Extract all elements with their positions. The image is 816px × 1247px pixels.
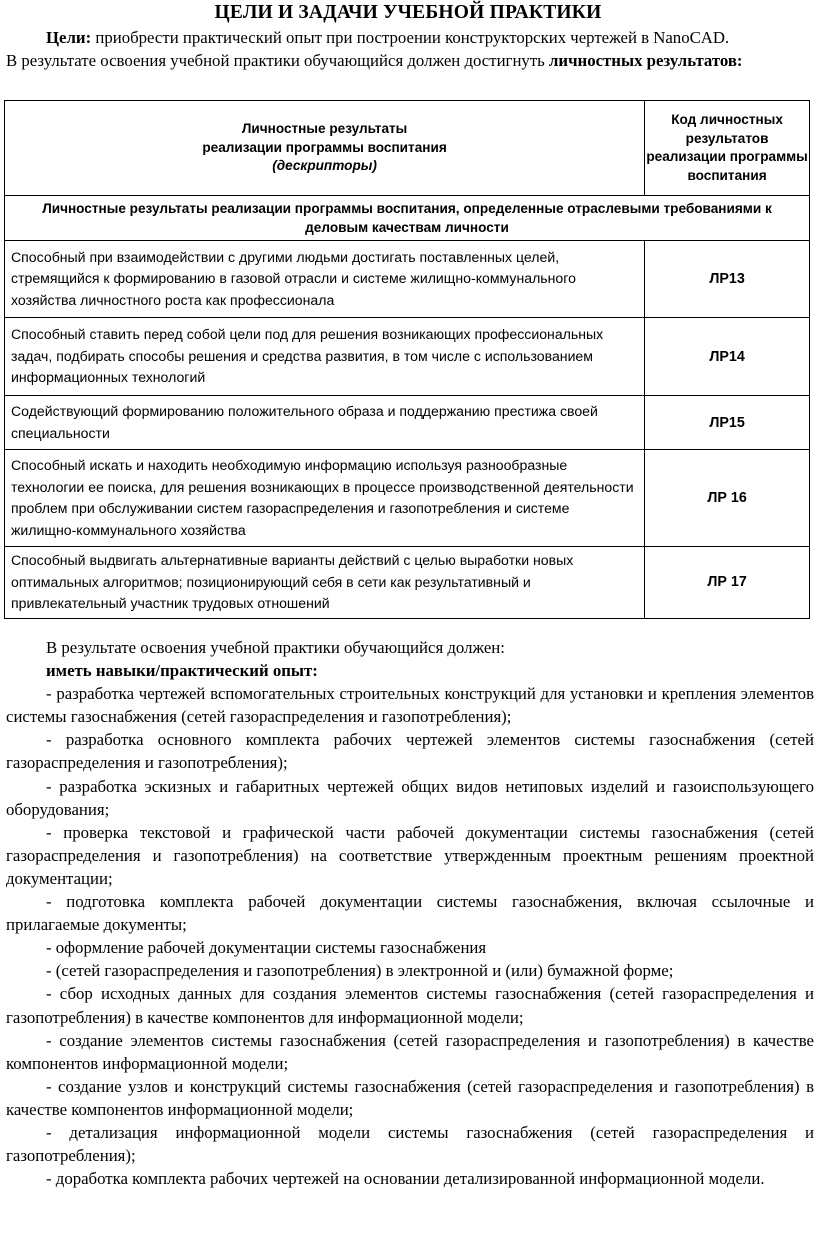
page-title: ЦЕЛИ И ЗАДАЧИ УЧЕБНОЙ ПРАКТИКИ (214, 2, 602, 23)
list-item: - разработка основного комплекта рабочих чертежей элементов системы газоснабжения (сетей газораспределения и газопотребления); (6, 730, 814, 773)
table-row (5, 241, 810, 318)
list-item: - проверка текстовой и графической части рабочей документации системы газоснабжения (сетей газораспределения и газопотребления) на соответствие утвержденным проектным решениям проектной документации; (6, 822, 814, 888)
list-item: - разработка чертежей вспомогательных строительных конструкций для установки и крепления элементов системы газоснабжения (сетей газораспределения и газопотребления); (6, 684, 814, 727)
header-left-line1: Личностные результаты (241, 121, 408, 137)
table-row (5, 396, 810, 450)
intro-text: В результате освоения учебной практики обучающийся должен достигнуть (6, 51, 549, 70)
list-item: - создание узлов и конструкций системы газоснабжения (сетей газораспределения и газопотребления) в качестве компонентов информационной модели; (6, 1076, 814, 1119)
header-left-line3: (дескрипторы) (272, 158, 377, 174)
intro-block (6, 26, 814, 72)
row-code: ЛР 16 (645, 450, 810, 547)
list-item: - (сетей газораспределения и газопотребления) в электронной и (или) бумажной форме; (46, 961, 674, 981)
personal-results-table (4, 100, 810, 619)
row-description: Способный выдвигать альтернативные варианты действий с целью выработки новых оптимальных алгоритмов; позиционирующий себя в сети как результативный и привлекательный участник трудовых отношений (5, 547, 645, 619)
section-title: Личностные результаты реализации программы воспитания, определенные отраслевыми требованиями к деловым качествам личности (5, 196, 810, 241)
row-description: Содействующий формированию положительного образа и поддержанию престижа своей специальности (5, 396, 645, 450)
table-row (5, 547, 810, 619)
intro-paragraph (6, 49, 814, 72)
row-description: Способный при взаимодействии с другими людьми достигать поставленных целей, стремящийся к формированию в газовой отрасли и системе жилищно-коммунального хозяйства личностного роста как профессионала (5, 241, 645, 318)
header-descriptors (5, 101, 645, 196)
results-subheading: иметь навыки/практический опыт: (46, 661, 318, 681)
row-code: ЛР14 (645, 318, 810, 396)
table-row (5, 318, 810, 396)
header-code: Код личностных результатов реализации программы воспитания (645, 101, 810, 196)
results-block (6, 636, 814, 1190)
results-lead: В результате освоения учебной практики обучающийся должен: (46, 638, 505, 657)
row-description: Способный искать и находить необходимую информацию используя разнообразные технологии ее поиска, для решения возникающих в процессе производственной деятельности проблем при обслуживании систем газораспределения и газопотребления и системе жилищно-коммунального хозяйства (5, 450, 645, 547)
list-item: - доработка комплекта рабочих чертежей на основании детализированной информационной модели. (46, 1169, 765, 1189)
list-item: - создание элементов системы газоснабжения (сетей газораспределения и газопотребления) в качестве компонентов информационной модели; (6, 1030, 814, 1073)
table-row (5, 450, 810, 547)
list-item: - оформление рабочей документации системы газоснабжения (46, 938, 487, 958)
table-header-row (5, 101, 810, 196)
goals-text: приобрести практический опыт при построении конструкторских чертежей в NanoCAD. (91, 28, 730, 47)
row-code: ЛР 17 (645, 547, 810, 619)
intro-bold: личностных результатов: (549, 51, 743, 70)
list-item: - разработка эскизных и габаритных чертежей общих видов нетиповых изделий и газоиспользующего оборудования; (6, 776, 814, 819)
goals-paragraph (6, 26, 814, 49)
list-item: - подготовка комплекта рабочей документации системы газоснабжения, включая ссылочные и прилагаемые документы; (6, 892, 814, 935)
row-code: ЛР15 (645, 396, 810, 450)
row-description: Способный ставить перед собой цели под для решения возникающих профессиональных задач, подбирать способы решения и средства развития, в том числе с использованием информационных технологий (5, 318, 645, 396)
header-left-line2: реализации программы воспитания (202, 139, 447, 155)
row-code: ЛР13 (645, 241, 810, 318)
list-item: - детализация информационной модели системы газоснабжения (сетей газораспределения и газопотребления); (6, 1122, 814, 1166)
goals-label: Цели: (46, 28, 92, 47)
list-item: - сбор исходных данных для создания элементов системы газоснабжения (сетей газораспределения и газопотребления) в качестве компонентов для информационной модели; (6, 984, 814, 1027)
table-section-row (5, 196, 810, 241)
